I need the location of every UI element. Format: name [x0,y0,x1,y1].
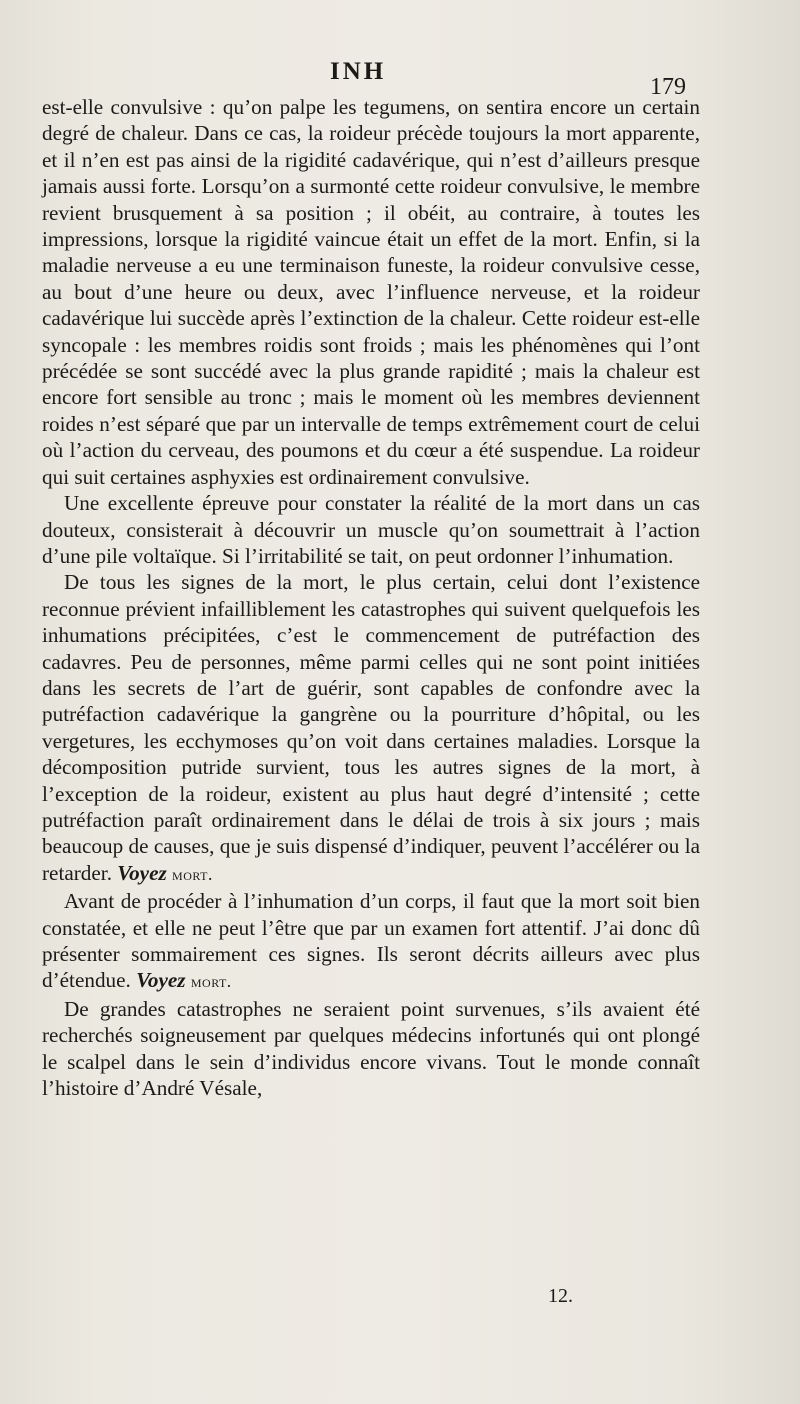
cross-reference-entry: mort. [190,972,232,992]
signature-mark: 12. [548,1285,573,1307]
cross-reference-voyez: Voyez [117,860,167,885]
cross-reference-voyez: Voyez [136,968,186,993]
cross-reference-entry: mort. [172,864,213,884]
paragraph-inhumation-text: Avant de procéder à l’inhumation d’un corps, il faut que la mort soit bien constatée, et elle ne peut l’être que par un examen fort attentif. J’ai donc dû présenter sommairement ces signes. Ils seront décrits ailleurs avec plus d’étendue. [42,889,700,993]
page-header [0,58,800,100]
body-text [42,94,700,1101]
paragraph-putrefaction [42,569,700,888]
paragraph-putrefaction-text: De tous les signes de la mort, le plus certain, celui dont l’existence reconnue prévient infailliblement les catastrophes qui suivent quelquefois les inhumations précipitées, c’est le commencement de putréfaction des cadavres. Peu de personnes, même parmi celles qui ne sont point initiées dans les secrets de l’art de guérir, sont capables de confondre avec la putréfaction cadavérique la gangrène ou la pourriture d’hôpital, ou les vergetures, les ecchymoses qu’on voit dans certaines maladies. Lorsque la décomposition putride survient, tous les autres signes de la mort, à l’exception de la roideur, existent au plus haut degré d’intensité ; cette putréfaction paraît ordinairement dans le délai de trois à six jours ; mais beaucoup de causes, que je suis dispensé d’indiquer, peuvent l’accélérer ou la retarder. [42,570,700,885]
paragraph-rigidity: est-elle convulsive : qu’on palpe les tegumens, on sentira encore un certain degré de chaleur. Dans ce cas, la roideur précède toujours la mort apparente, et il n’en est pas ainsi de la rigidité cadavérique, qui n’est d’ailleurs presque jamais aussi forte. Lorsqu’on a surmonté cette roideur convulsive, le membre revient brusquement à sa position ; il obéit, au contraire, à toutes les impressions, lorsque la rigidité vaincue était un effet de la mort. Enfin, si la maladie nerveuse a eu une terminaison funeste, la roideur convulsive cesse, au bout d’une heure ou deux, avec l’influence nerveuse, et la roideur cadavérique lui succède après l’extinction de la chaleur. Cette roideur est-elle syncopale : les membres roidis sont froids ; mais les phénomènes qui l’ont précédée se sont succédé avec la plus grande rapidité ; mais la chaleur est encore fort sensible au tronc ; mais le moment où les membres deviennent roides n’est séparé que par un intervalle de temps extrêmement court de celui où l’action du cerveau, des poumons et du cœur a été suspendue. La roideur qui suit certaines asphyxies est ordinairement convulsive. [42,95,700,489]
paragraph-inhumation [42,888,700,996]
page-number: 179 [650,74,686,100]
paragraph-voltaic-test: Une excellente épreuve pour constater la réalité de la mort dans un cas douteux, consisterait à découvrir un muscle qu’on soumettrait à l’action d’une pile voltaïque. Si l’irritabilité se tait, on peut ordonner l’inhumation. [42,491,700,568]
paragraph-catastrophes: De grandes catastrophes ne seraient point survenues, s’ils avaient été recherchés soigneusement par quelques médecins infortunés qui ont plongé le scalpel dans le sein d’individus encore vivans. Tout le monde connaît l’histoire d’André Vésale, [42,996,700,1101]
running-head: INH [330,58,387,85]
